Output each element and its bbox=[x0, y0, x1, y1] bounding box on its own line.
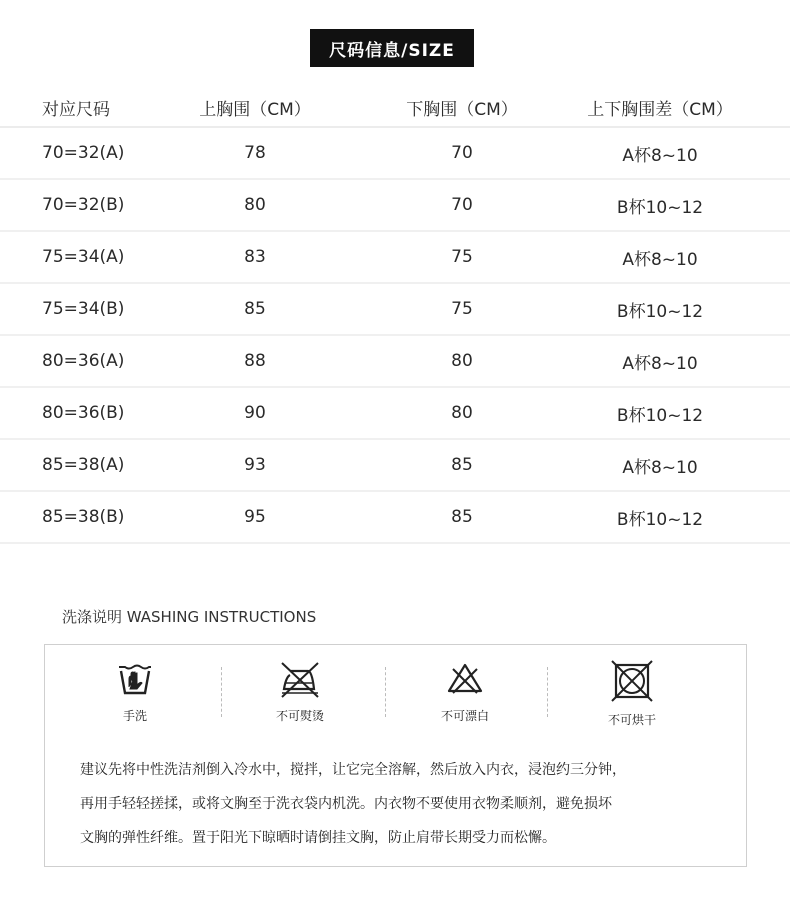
cell-size: 80=36(B) bbox=[42, 403, 125, 423]
cell-difference: A杯8~10 bbox=[622, 249, 698, 270]
cell-difference: B杯10~12 bbox=[616, 405, 704, 426]
cell-size: 70=32(B) bbox=[42, 195, 125, 215]
table-row bbox=[0, 128, 790, 180]
care-item-no-bleach bbox=[405, 659, 525, 724]
no-iron-icon bbox=[278, 659, 322, 699]
cell-under-bust: 85 bbox=[451, 507, 473, 527]
cell-size: 70=32(A) bbox=[42, 143, 125, 163]
icon-divider bbox=[221, 667, 222, 717]
table-row bbox=[0, 284, 790, 336]
cell-upper-bust: 90 bbox=[244, 403, 266, 423]
cell-size: 75=34(B) bbox=[42, 299, 125, 319]
table-row bbox=[0, 440, 790, 492]
header-size: 对应尺码 bbox=[42, 99, 110, 120]
cell-upper-bust: 95 bbox=[244, 507, 266, 527]
header-upper-bust: 上胸围（CM） bbox=[199, 99, 311, 120]
cell-difference: A杯8~10 bbox=[622, 457, 698, 478]
cell-size: 80=36(A) bbox=[42, 351, 125, 371]
cell-under-bust: 75 bbox=[451, 247, 473, 267]
cell-under-bust: 80 bbox=[451, 351, 473, 371]
instruction-line: 再用手轻轻搓揉，或将文胸至于洗衣袋内机洗。内衣物不要使用衣物柔顺剂，避免损坏 bbox=[80, 796, 612, 812]
cell-difference: A杯8~10 bbox=[622, 145, 698, 166]
washing-instructions-box bbox=[44, 644, 747, 867]
cell-difference: B杯10~12 bbox=[616, 301, 704, 322]
cell-difference: B杯10~12 bbox=[616, 197, 704, 218]
table-header-row bbox=[0, 88, 790, 128]
instruction-line: 建议先将中性洗洁剂倒入冷水中，搅拌，让它完全溶解，然后放入内衣，浸泡约三分钟， bbox=[80, 762, 626, 778]
table-row bbox=[0, 388, 790, 440]
cell-size: 75=34(A) bbox=[42, 247, 125, 267]
care-label: 手洗 bbox=[122, 709, 147, 723]
header-under-bust: 下胸围（CM） bbox=[406, 99, 518, 120]
instruction-line: 文胸的弹性纤维。置于阳光下晾晒时请倒挂文胸，防止肩带长期受力而松懈。 bbox=[80, 830, 556, 846]
cell-upper-bust: 85 bbox=[244, 299, 266, 319]
washing-instructions-text bbox=[80, 753, 730, 855]
cell-upper-bust: 80 bbox=[244, 195, 266, 215]
size-info-title: 尺码信息/SIZE bbox=[310, 29, 474, 67]
cell-difference: B杯10~12 bbox=[616, 509, 704, 530]
washing-instructions-title: 洗涤说明 WASHING INSTRUCTIONS bbox=[62, 608, 317, 626]
icon-divider bbox=[547, 667, 548, 717]
care-item-no-tumble-dry bbox=[572, 659, 692, 728]
cell-under-bust: 80 bbox=[451, 403, 473, 423]
cell-under-bust: 70 bbox=[451, 143, 473, 163]
table-row bbox=[0, 336, 790, 388]
cell-upper-bust: 93 bbox=[244, 455, 266, 475]
header-bust-difference: 上下胸围差（CM） bbox=[587, 99, 733, 120]
care-label: 不可烘干 bbox=[607, 713, 656, 727]
table-row bbox=[0, 232, 790, 284]
care-item-no-iron bbox=[240, 659, 360, 724]
icon-divider bbox=[385, 667, 386, 717]
care-label: 不可熨烫 bbox=[275, 709, 324, 723]
cell-upper-bust: 88 bbox=[244, 351, 266, 371]
table-row bbox=[0, 180, 790, 232]
cell-size: 85=38(B) bbox=[42, 507, 125, 527]
cell-difference: A杯8~10 bbox=[622, 353, 698, 374]
cell-under-bust: 85 bbox=[451, 455, 473, 475]
cell-upper-bust: 78 bbox=[244, 143, 266, 163]
no-tumble-dry-icon bbox=[610, 659, 654, 703]
no-bleach-icon bbox=[445, 659, 485, 699]
size-table bbox=[0, 88, 790, 544]
cell-under-bust: 70 bbox=[451, 195, 473, 215]
cell-under-bust: 75 bbox=[451, 299, 473, 319]
care-item-hand-wash bbox=[75, 659, 195, 724]
hand-wash-icon bbox=[115, 659, 155, 699]
care-label: 不可漂白 bbox=[440, 709, 489, 723]
cell-size: 85=38(A) bbox=[42, 455, 125, 475]
cell-upper-bust: 83 bbox=[244, 247, 266, 267]
table-row bbox=[0, 492, 790, 544]
